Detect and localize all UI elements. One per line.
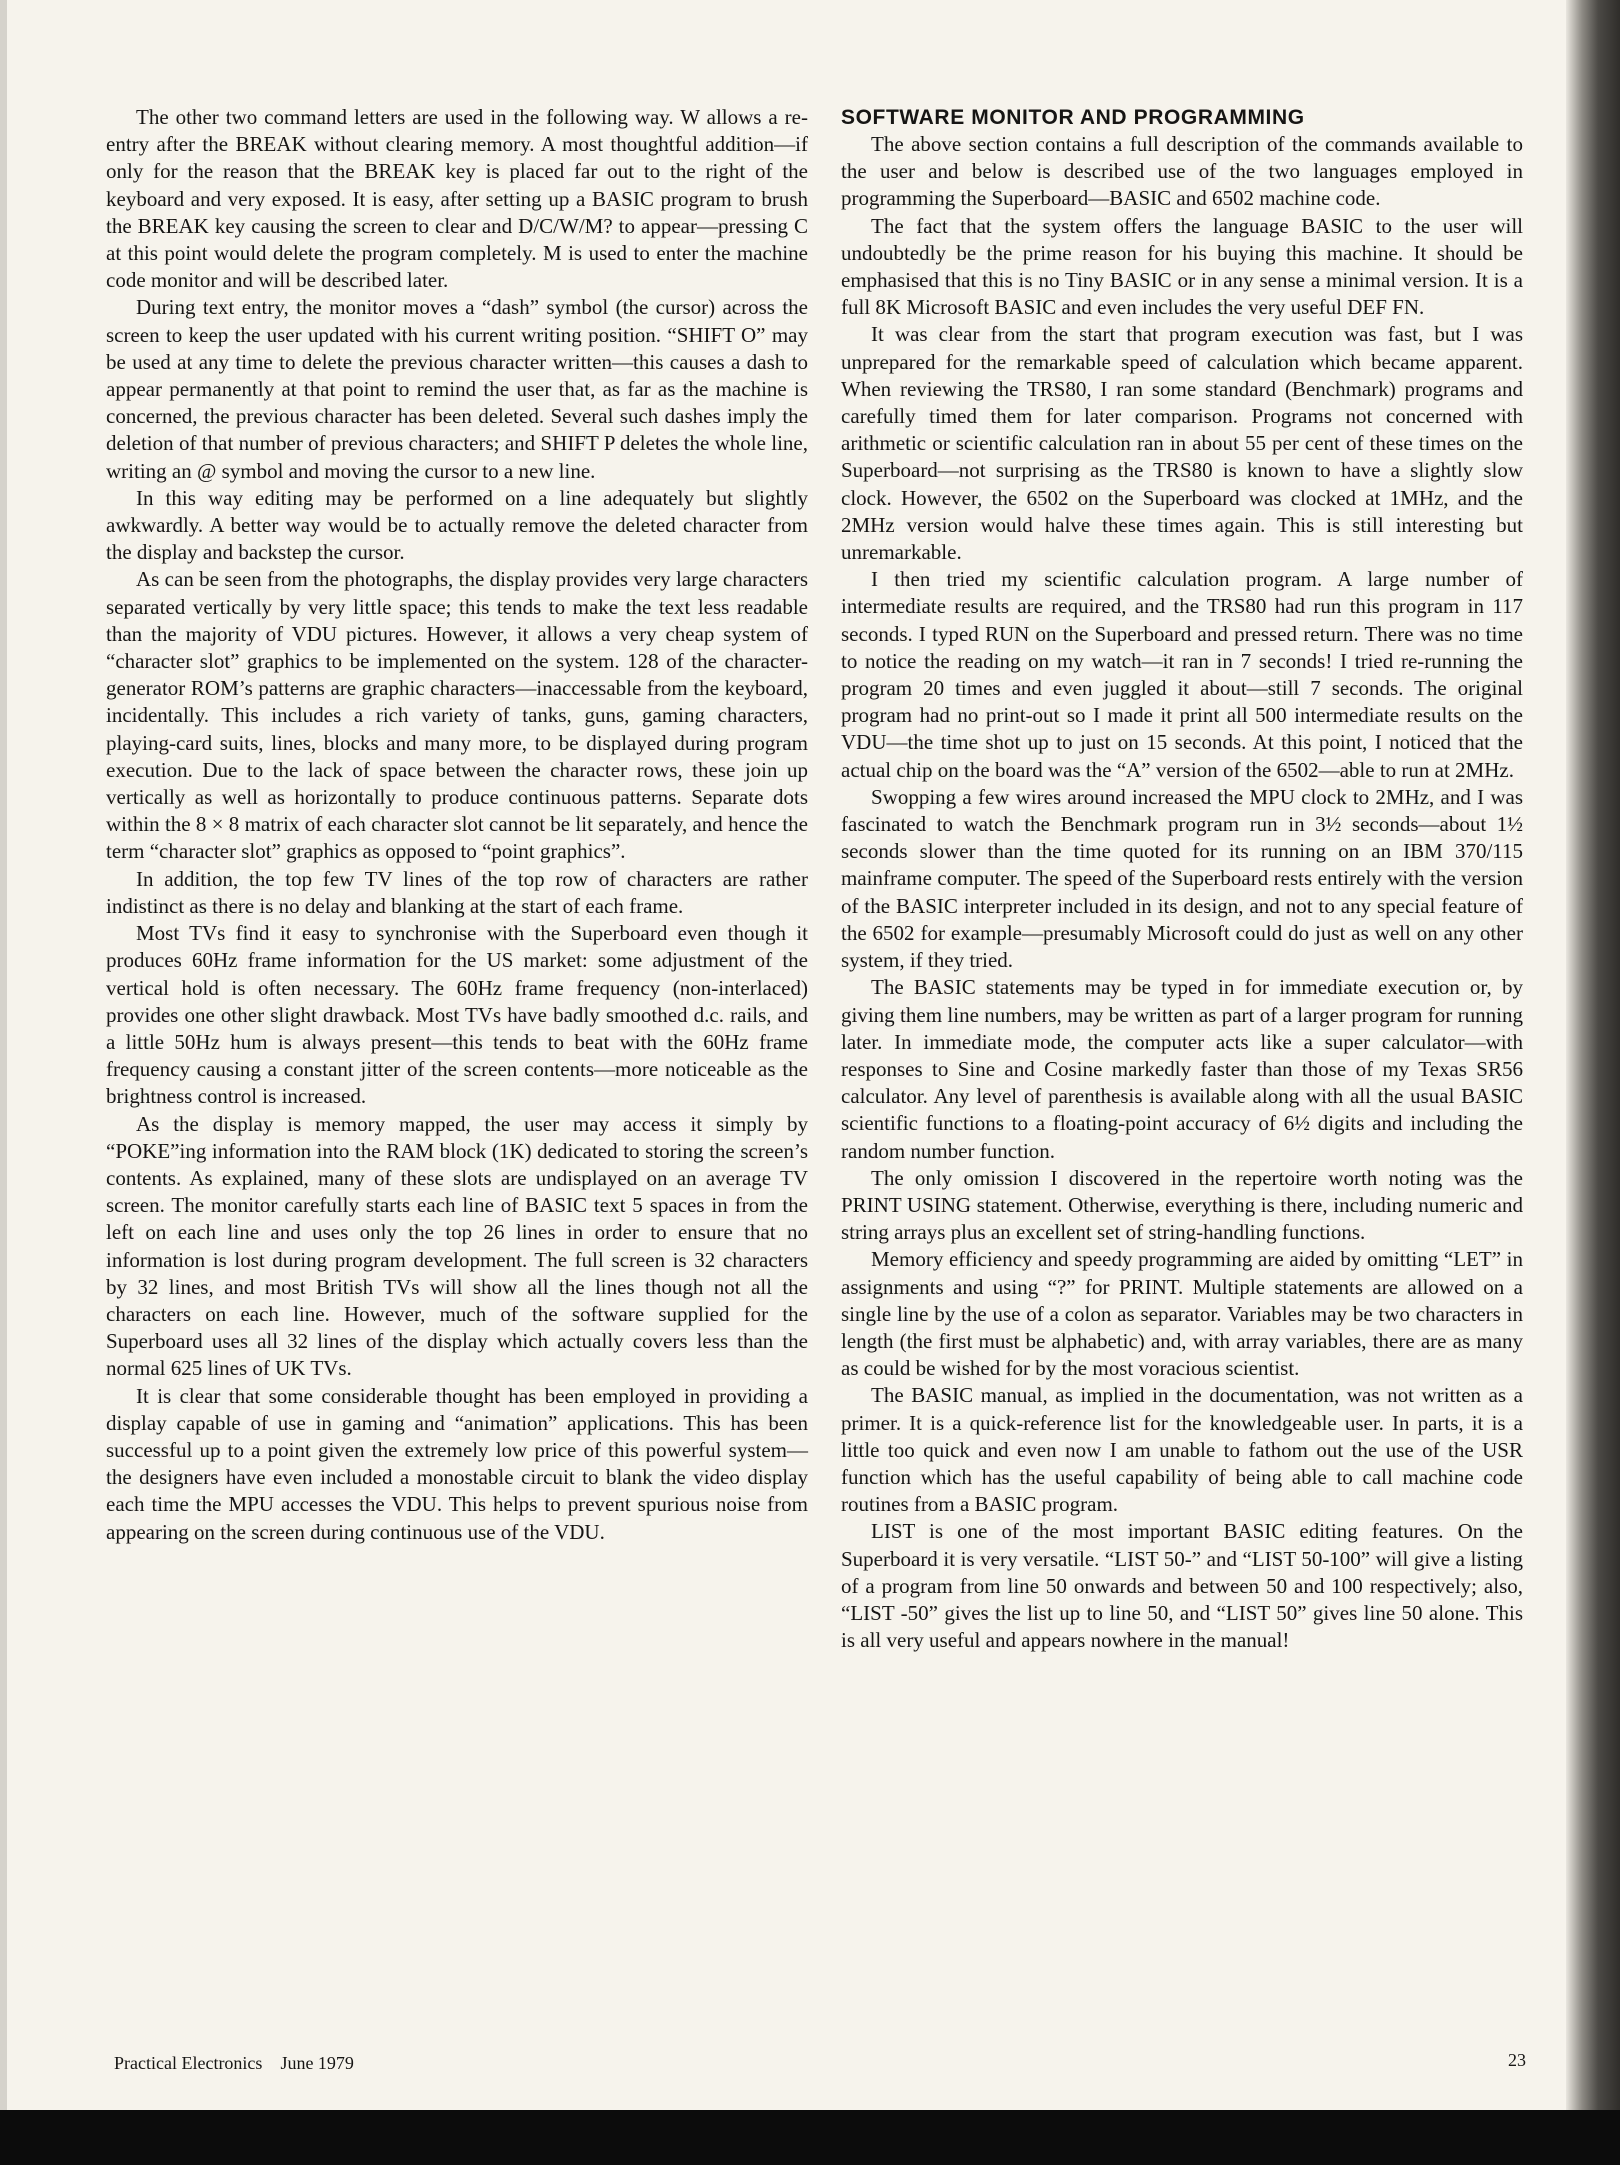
- right-paragraph-10: LIST is one of the most important BASIC editing features. On the Superboard it is very versatile. “LIST 50-” and “LIST 50-100” will give a listing of a program from line 50 onwards and between 50 and 100 respectively; also, “LIST -50” gives the list up to line 50, and “LIST 50” gives line 50 alone. This is all very useful and appears nowhere in the manual!: [841, 1519, 1523, 1653]
- right-paragraph-3: It was clear from the start that program execution was fast, but I was unprepared for the remarkable speed of calculation which became apparent. When reviewing the TRS80, I ran some standard (Benchmark) programs and carefully timed them for later comparison. Programs not concerned with arithmetic or scientific calculation ran in about 55 per cent of these times on the Superboard—not surprising as the TRS80 is known to have a slightly slow clock. However, the 6502 on the Superboard was clocked at 1MHz, and the 2MHz version would halve these times again. This is still interesting but unremarkable.: [841, 322, 1523, 565]
- left-paragraph-8: It is clear that some considerable thought has been employed in providing a display capable of use in gaming and “animation” applications. This has been successful up to a point given the extremely low price of this powerful system—the designers have even included a monostable circuit to blank the video display each time the MPU accesses the VDU. This helps to prevent spurious noise from appearing on the screen during continuous use of the VDU.: [106, 1383, 808, 1544]
- left-paragraph-1: The other two command letters are used in the following way. W allows a re-entry after the BREAK without clearing memory. A most thoughtful addition—if only for the reason that the BREAK key is placed far out to the right of the keyboard and very exposed. It is easy, after setting up a BASIC program to brush the BREAK key causing the screen to clear and D/C/W/M? to appear—pressing C at this point would delete the program completely. M is used to enter the machine code monitor and will be described later.: [106, 105, 808, 293]
- right-paragraph-5: Swopping a few wires around increased the MPU clock to 2MHz, and I was fascinated to watch the Benchmark program run in 3½ seconds—about 1½ seconds slower than the time quoted for its running on an IBM 370/115 mainframe computer. The speed of the Superboard rests entirely with the version of the BASIC interpreter included in its design, and not to any special feature of the 6502 for example—presumably Microsoft could do just as well on any other system, if they tried.: [841, 784, 1523, 973]
- left-paragraph-3: In this way editing may be performed on a line adequately but slightly awkwardly. A better way would be to actually remove the deleted character from the display and backstep the cursor.: [106, 485, 808, 565]
- footer-publication-line: [114, 2053, 354, 2074]
- right-paragraph-8: Memory efficiency and speedy programming are aided by omitting “LET” in assignments and using “?” for PRINT. Multiple statements are allowed on a single line by the use of a colon as separator. Variables may be two characters in length (the first must be alphabetic) and, with array variables, there are as many as could be wished for by the most voracious scientist.: [841, 1247, 1523, 1381]
- left-paragraph-6: Most TVs find it easy to synchronise with the Superboard even though it produces 60Hz frame information for the US market: some adjustment of the vertical hold is often necessary. The 60Hz frame frequency (non-interlaced) provides one other slight drawback. Most TVs have badly smoothed d.c. rails, and a little 50Hz hum is always present—this tends to beat with the 60Hz frame frequency causing a constant jitter of the screen contents—more noticeable as the brightness control is increased.: [106, 921, 808, 1109]
- footer-date: June 1979: [280, 2053, 354, 2073]
- right-paragraph-1: The above section contains a full description of the commands available to the user and below is described use of the two languages employed in programming the Superboard—BASIC and 6502 machine code.: [841, 132, 1523, 211]
- left-paragraph-2: During text entry, the monitor moves a “dash” symbol (the cursor) across the screen to keep the user updated with his current writing position. “SHIFT O” may be used at any time to delete the previous character written—this causes a dash to appear permanently at that point to remind the user that, as far as the machine is concerned, the previous character has been deleted. Several such dashes imply the deletion of that number of previous characters; and SHIFT P deletes the whole line, writing an @ symbol and moving the cursor to a new line.: [106, 295, 808, 483]
- left-paragraph-7: As the display is memory mapped, the user may access it simply by “POKE”ing information into the RAM block (1K) dedicated to storing the screen’s contents. As explained, many of these slots are undisplayed on an average TV screen. The monitor carefully starts each line of BASIC text 5 spaces in from the left on each line and uses only the top 26 lines in order to ensure that no information is lost during program development. The full screen is 32 characters by 32 lines, and most British TVs will show all the lines though not all the characters on each line. However, much of the software supplied for the Superboard uses all 32 lines of the display which actually covers less than the normal 625 lines of UK TVs.: [106, 1111, 808, 1381]
- page-left-edge: [0, 0, 7, 2110]
- right-paragraph-2: The fact that the system offers the language BASIC to the user will undoubtedly be the prime reason for his buying this machine. It should be emphasised that this is no Tiny BASIC or in any sense a minimal version. It is a full 8K Microsoft BASIC and even includes the very useful DEF FN.: [841, 213, 1523, 320]
- right-paragraph-6: The BASIC statements may be typed in for immediate execution or, by giving them line numbers, may be written as part of a larger program for running later. In immediate mode, the computer acts like a super calculator—with responses to Sine and Cosine markedly faster than those of my Texas SR56 calculator. Any level of parenthesis is available along with all the usual BASIC scientific functions to a floating-point accuracy of 6½ digits and including the random number function.: [841, 975, 1523, 1163]
- right-paragraph-9: The BASIC manual, as implied in the documentation, was not written as a primer. It is a quick-reference list for the knowledgeable user. In parts, it is a little too quick and even now I am unable to fathom out the use of the USR function which has the useful capability of being able to call machine code routines from a BASIC program.: [841, 1383, 1523, 1517]
- left-text-column: [106, 104, 808, 1546]
- right-text-column: [841, 104, 1523, 1654]
- page-right-edge: [1566, 0, 1620, 2110]
- left-paragraph-5: In addition, the top few TV lines of the top row of characters are rather indistinct as there is no delay and blanking at the start of each frame.: [106, 866, 808, 918]
- right-paragraph-4: I then tried my scientific calculation program. A large number of intermediate results are required, and the TRS80 had run this program in 117 seconds. I typed RUN on the Superboard and pressed return. There was no time to notice the reading on my watch—it ran in 7 seconds! I tried re-running the program 20 times and even juggled it about—still 7 seconds. The original program had no print-out so I made it print all 500 intermediate results on the VDU—the time shot up to just on 15 seconds. At this point, I noticed that the actual chip on the board was the “A” version of the 6502—able to run at 2MHz.: [841, 567, 1523, 782]
- section-heading: SOFTWARE MONITOR AND PROGRAMMING: [841, 106, 1305, 129]
- page-number: 23: [1508, 2050, 1526, 2070]
- left-paragraph-4: As can be seen from the photographs, the display provides very large characters separated vertically by very little space; this tends to make the text less readable than the majority of VDU pictures. However, it allows a very cheap system of “character slot” graphics to be implemented on the system. 128 of the character-generator ROM’s patterns are graphic characters—inaccessable from the keyboard, incidentally. This includes a rich variety of tanks, guns, gaming characters, playing-card suits, lines, blocks and many more, to be displayed during program execution. Due to the lack of space between the character rows, these join up vertically as well as horizontally to produce continuous patterns. Separate dots within the 8 × 8 matrix of each character slot cannot be lit separately, and hence the term “character slot” graphics as opposed to “point graphics”.: [106, 567, 808, 864]
- right-paragraph-7: The only omission I discovered in the repertoire worth noting was the PRINT USING statement. Otherwise, everything is there, including numeric and string arrays plus an excellent set of string-handling functions.: [841, 1165, 1523, 1245]
- footer-publication: Practical Electronics: [114, 2053, 263, 2073]
- scan-bottom-band: [0, 2110, 1620, 2165]
